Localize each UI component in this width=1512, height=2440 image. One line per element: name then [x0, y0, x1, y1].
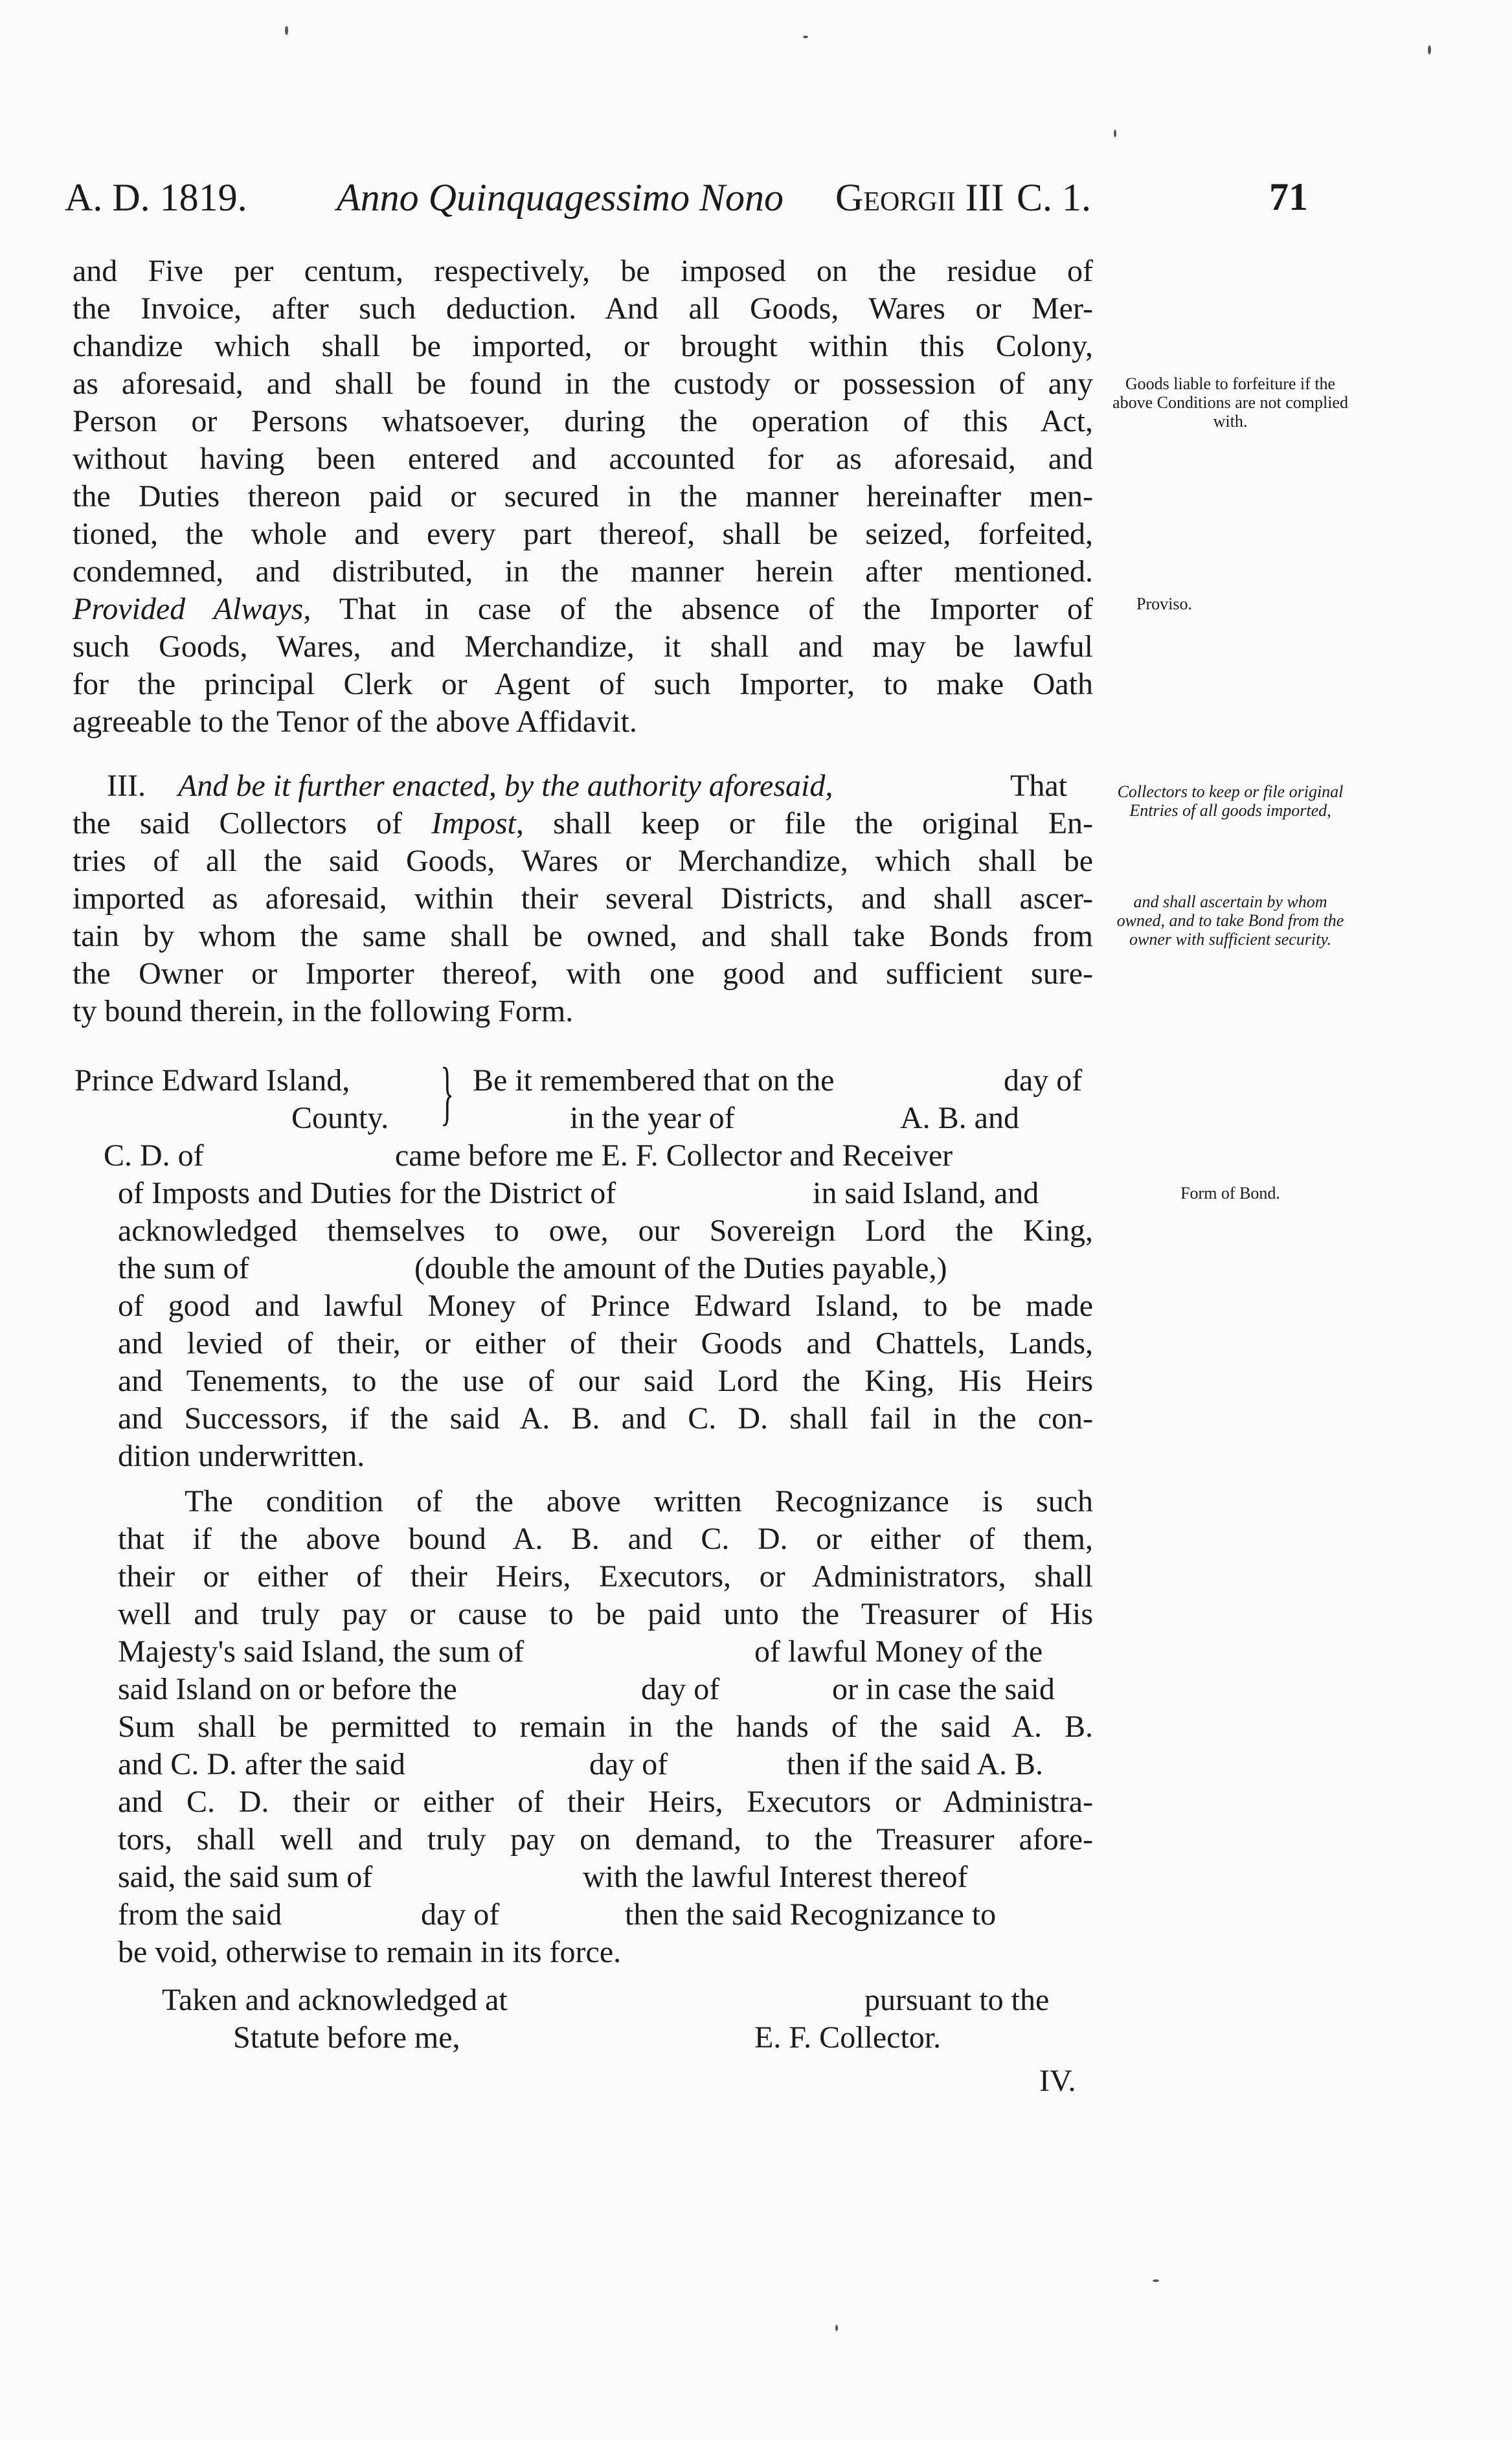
text-line: tain by whom the same shall be owned, and shall take Bonds from	[73, 919, 1093, 953]
header-chapter: C. 1.	[1017, 176, 1092, 219]
text-line	[73, 805, 1093, 842]
text-fragment: came before me E. F. Collector and Receiver	[395, 1138, 953, 1173]
text-line: that if the above bound A. B. and C. D. or either of them,	[118, 1522, 1093, 1556]
scan-speck	[1153, 2279, 1159, 2282]
text-line: condemned, and distributed, in the manner herein after mentioned.	[73, 554, 1093, 589]
text-fragment: Majesty's said Island, the sum of	[118, 1634, 525, 1669]
text-line: for the principal Clerk or Agent of such Importer, to make Oath	[73, 667, 1093, 701]
text-fragment: said Island on or before the	[118, 1672, 457, 1706]
text-line: tors, shall well and truly pay on demand, to the Treasurer afore-	[118, 1822, 1093, 1857]
text-line: such Goods, Wares, and Merchandize, it shall and may be lawful	[73, 629, 1093, 664]
text-line: without having been entered and accounted for as aforesaid, and	[73, 442, 1093, 476]
proviso-lead: Provided Always,	[73, 592, 311, 626]
signature-line: E. F. Collector.	[754, 2020, 942, 2055]
text-line: Sum shall be permitted to remain in the hands of the said A. B.	[118, 1710, 1093, 1744]
text-line: the Duties thereon paid or secured in the manner hereinafter men-	[73, 479, 1093, 514]
bond-place: Prince Edward Island,	[74, 1063, 350, 1098]
scan-speck	[285, 26, 288, 35]
text-fragment: or in case the said	[832, 1672, 1055, 1706]
text-fragment: Be it remembered that on the	[473, 1063, 835, 1098]
text-fragment: then if the said A. B.	[787, 1747, 1043, 1781]
text-fragment: in said Island, and	[813, 1176, 1039, 1210]
text-line: and Tenements, to the use of our said Lord the King, His Heirs	[118, 1364, 1093, 1398]
text-fragment: and C. D. after the said	[118, 1747, 405, 1781]
text-fragment: from the said	[118, 1897, 282, 1932]
brace: }	[440, 1053, 455, 1132]
catchword: IV.	[1039, 2064, 1076, 2098]
text-fragment: Taken and acknowledged at	[162, 1983, 508, 2017]
text-line: the Owner or Importer thereof, with one good and sufficient sure-	[73, 956, 1093, 991]
page-number: 71	[1269, 175, 1308, 218]
text-line: their or either of their Heirs, Executors, or Administrators, shall	[118, 1559, 1093, 1594]
scan-speck	[1428, 45, 1431, 54]
text-line: and Successors, if the said A. B. and C. D. shall fail in the con-	[118, 1401, 1093, 1436]
bond-county: County.	[291, 1101, 389, 1135]
text-line: of good and lawful Money of Prince Edward Island, to be made	[118, 1289, 1093, 1323]
text-line: and levied of their, or either of their Goods and Chattels, Lands,	[118, 1326, 1093, 1361]
text-fragment: pursuant to the	[864, 1983, 1050, 2017]
margin-note-proviso: Proviso.	[1136, 594, 1192, 613]
header-regnal-year: Anno Quinquagessimo Nono	[337, 176, 784, 219]
text-fragment: said, the said sum of	[118, 1860, 373, 1894]
section-number: III.	[107, 769, 146, 803]
text-fragment: A. B. and	[900, 1101, 1019, 1135]
text-line: imported as aforesaid, within their several Districts, and shall ascer-	[73, 881, 1093, 916]
text-line: tries of all the said Goods, Wares or Merchandize, which shall be	[73, 844, 1093, 878]
margin-note-ascertain: and shall ascertain by whom owned, and to take Bond from the owner with sufficient security.	[1116, 892, 1344, 949]
scan-speck	[803, 36, 808, 38]
text-fragment: (double the amount of the Duties payable,)	[414, 1251, 947, 1285]
text-fragment: day of	[589, 1747, 668, 1781]
text-fragment-impost: Impost	[431, 806, 516, 841]
header-year: A. D. 1819.	[65, 176, 247, 219]
text-line: The condition of the above written Recognizance is such	[185, 1484, 1093, 1519]
text-fragment: with the lawful Interest thereof	[583, 1860, 968, 1894]
running-header	[65, 175, 1094, 227]
text-line: chandize which shall be imported, or brought within this Colony,	[73, 329, 1093, 363]
proviso-text: That in case of the absence of the Importer of	[311, 592, 1093, 626]
text-line: acknowledged themselves to owe, our Sovereign Lord the King,	[118, 1214, 1093, 1248]
margin-note-form-of-bond: Form of Bond.	[1180, 1184, 1280, 1203]
text-line: tioned, the whole and every part thereof, shall be seized, forfeited,	[73, 517, 1093, 551]
text-fragment: in the year of	[570, 1101, 735, 1135]
text-fragment: day of	[1004, 1063, 1083, 1098]
text-word: That	[1010, 769, 1067, 803]
text-line: well and truly pay or cause to be paid unto the Treasurer of His	[118, 1597, 1093, 1631]
enacting-clause: And be it further enacted, by the authority aforesaid,	[178, 769, 833, 803]
scan-speck	[835, 2325, 838, 2331]
margin-note-goods-liable: Goods liable to forfeiture if the above Conditions are not complied with.	[1112, 374, 1348, 431]
text-fragment: the said Collectors of	[73, 806, 432, 841]
text-fragment: of Imposts and Duties for the District of	[118, 1176, 616, 1210]
text-fragment: then the said Recognizance to	[625, 1897, 997, 1932]
text-fragment: C. D. of	[104, 1138, 204, 1173]
text-line: be void, otherwise to remain in its force.	[118, 1935, 622, 1969]
text-fragment: Statute before me,	[233, 2020, 460, 2055]
text-line-proviso	[73, 591, 1093, 628]
text-line: and C. D. their or either of their Heirs, Executors or Administra-	[118, 1785, 1093, 1819]
header-king: Georgii III	[835, 176, 1004, 219]
text-fragment: day of	[641, 1672, 720, 1706]
text-line: agreeable to the Tenor of the above Affidavit.	[73, 705, 637, 739]
text-line: Person or Persons whatsoever, during the operation of this Act,	[73, 404, 1093, 438]
text-line: the Invoice, after such deduction. And all Goods, Wares or Mer-	[73, 291, 1093, 326]
text-line: as aforesaid, and shall be found in the custody or possession of any	[73, 367, 1093, 401]
scan-speck	[1114, 130, 1116, 137]
margin-note-collectors: Collectors to keep or file original Entries of all goods imported,	[1117, 782, 1344, 820]
text-fragment: of lawful Money of the	[754, 1634, 1043, 1669]
text-fragment: day of	[421, 1897, 500, 1932]
text-line: and Five per centum, respectively, be imposed on the residue of	[73, 254, 1093, 288]
text-line: dition underwritten.	[118, 1439, 365, 1473]
text-fragment: the sum of	[118, 1251, 249, 1285]
text-fragment: , shall keep or file the original En-	[515, 806, 1093, 841]
text-line: ty bound therein, in the following Form.	[73, 994, 574, 1028]
